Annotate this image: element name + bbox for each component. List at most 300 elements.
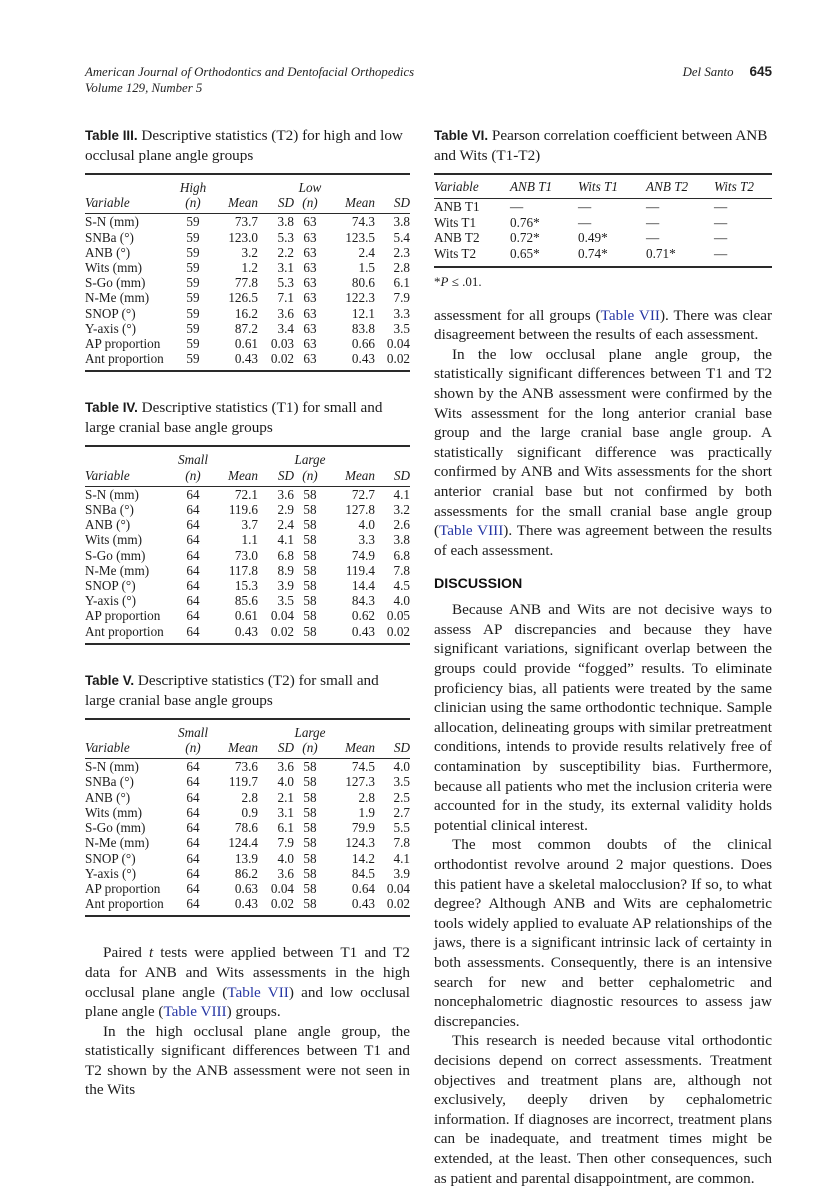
n-cell: 59 [186, 214, 200, 230]
n-cell: 58 [303, 593, 317, 609]
paragraph [434, 345, 772, 561]
n-cell: 59 [186, 244, 200, 260]
variable-cell: ANB (°) [85, 244, 131, 260]
correlation-cell: — [646, 214, 660, 230]
sd-cell: 3.8 [393, 214, 410, 230]
table-row [85, 759, 410, 775]
variable-cell: SNOP (°) [85, 578, 136, 594]
variable-cell: S-N (mm) [85, 486, 139, 502]
column-header: (n) [294, 195, 326, 214]
table-row [85, 321, 410, 336]
mean-cell: 3.2 [241, 244, 258, 260]
sd-cell: 6.8 [277, 547, 294, 563]
sd-cell: 7.8 [393, 562, 410, 578]
correlation-cell: — [646, 199, 660, 215]
sd-cell: 4.1 [277, 532, 294, 548]
mean-cell: 1.2 [241, 260, 258, 276]
mean-cell: 119.7 [228, 774, 258, 790]
n-cell: 58 [303, 532, 317, 548]
column-header: Mean [326, 195, 378, 214]
sd-cell: 3.5 [393, 320, 410, 336]
column-header: ANB T2 [636, 174, 704, 199]
mean-cell: 119.4 [345, 562, 375, 578]
sd-cell: 6.8 [393, 547, 410, 563]
mean-cell: 4.0 [358, 517, 375, 533]
correlation-cell: 0.65* [510, 245, 540, 261]
variable-cell: SNBa (°) [85, 774, 134, 790]
table-vi-section [434, 126, 772, 290]
text-run: assessment for all groups ( [434, 306, 601, 324]
sd-cell: 0.05 [386, 608, 410, 624]
n-cell: 64 [186, 774, 200, 790]
sd-cell: 4.5 [393, 578, 410, 594]
table-iv-caption-text: Descriptive statistics (T1) for small and large cranial base angle groups [85, 399, 383, 437]
variable-cell: ANB (°) [85, 517, 131, 533]
table-iv [85, 445, 410, 644]
left-body-text [85, 943, 410, 1100]
correlation-cell: — [510, 199, 524, 215]
correlation-cell: — [646, 230, 660, 246]
n-cell: 58 [303, 865, 317, 881]
column-header: Mean [209, 468, 261, 487]
sd-cell: 0.02 [270, 896, 294, 912]
mean-cell: 126.5 [228, 290, 258, 306]
mean-cell: 80.6 [351, 275, 375, 291]
table-row [85, 805, 410, 820]
table-row [85, 230, 410, 245]
table-row [434, 230, 772, 246]
n-cell: 58 [303, 562, 317, 578]
table-iv-label: Table IV. [85, 400, 138, 416]
table-row [85, 624, 410, 644]
mean-cell: 87.2 [234, 320, 258, 336]
table-row [434, 199, 772, 215]
n-cell: 58 [303, 608, 317, 624]
sd-cell: 0.04 [386, 336, 410, 352]
variable-cell: Wits (mm) [85, 532, 142, 548]
n-cell: 59 [186, 275, 200, 291]
variable-cell: SNOP (°) [85, 850, 136, 866]
table-row [85, 336, 410, 351]
table-row [434, 246, 772, 267]
discussion-heading: DISCUSSION [434, 576, 523, 593]
sd-cell: 0.04 [270, 880, 294, 896]
column-header: Mean [326, 740, 378, 759]
table-row [85, 851, 410, 866]
table-vi-header-row [434, 174, 772, 199]
n-cell: 63 [303, 229, 317, 245]
table-row [85, 214, 410, 230]
two-column-layout [85, 126, 772, 1188]
table-vi [434, 173, 772, 268]
table-iv-section [85, 398, 410, 644]
mean-cell: 16.2 [234, 305, 258, 321]
table-vi-caption [434, 126, 772, 166]
correlation-cell: — [714, 230, 728, 246]
table-row [85, 260, 410, 275]
n-cell: 63 [303, 275, 317, 291]
n-cell: 64 [186, 835, 200, 851]
group-label: Large [294, 452, 326, 468]
sd-cell: 5.3 [277, 229, 294, 245]
sd-cell: 3.8 [393, 532, 410, 548]
n-cell: 58 [303, 623, 317, 639]
n-cell: 58 [303, 759, 317, 775]
n-cell: 64 [186, 820, 200, 836]
variable-cell: AP proportion [85, 336, 161, 352]
correlation-cell: 0.74* [578, 245, 608, 261]
sd-cell: 0.04 [270, 608, 294, 624]
sd-cell: 3.6 [277, 759, 294, 775]
right-body-text [434, 306, 772, 1188]
table-iii-group-row [85, 174, 410, 195]
mean-cell: 0.63 [234, 880, 258, 896]
table-v-header-row [85, 740, 410, 759]
variable-cell: Ant proportion [85, 896, 164, 912]
sd-cell: 0.03 [270, 336, 294, 352]
variable-cell: ANB T2 [434, 230, 480, 246]
n-cell: 64 [186, 850, 200, 866]
mean-cell: 13.9 [234, 850, 258, 866]
table-row [85, 275, 410, 290]
sd-cell: 4.0 [277, 774, 294, 790]
n-cell: 58 [303, 835, 317, 851]
n-cell: 63 [303, 214, 317, 230]
correlation-cell: 0.49* [578, 230, 608, 246]
column-header: Variable [85, 468, 177, 487]
link-table-vii[interactable]: Table VII [600, 306, 660, 324]
table-row [85, 306, 410, 321]
mean-cell: 0.43 [234, 896, 258, 912]
mean-cell: 74.5 [351, 759, 375, 775]
n-cell: 64 [186, 880, 200, 896]
n-cell: 58 [303, 578, 317, 594]
column-header: Wits T2 [704, 174, 772, 199]
variable-cell: N-Me (mm) [85, 562, 150, 578]
sd-cell: 7.9 [393, 290, 410, 306]
n-cell: 64 [186, 532, 200, 548]
table-iii-caption-text: Descriptive statistics (T2) for high and low occlusal plane angle groups [85, 127, 403, 164]
n-cell: 64 [186, 759, 200, 775]
n-cell: 58 [303, 896, 317, 912]
mean-cell: 0.64 [351, 880, 375, 896]
column-header: SD [261, 468, 294, 487]
column-header: (n) [177, 195, 209, 214]
sd-cell: 5.4 [393, 229, 410, 245]
table-iii-section [85, 126, 410, 372]
n-cell: 63 [303, 244, 317, 260]
variable-cell: SNBa (°) [85, 502, 134, 518]
correlation-cell: — [714, 214, 728, 230]
mean-cell: 124.4 [228, 835, 258, 851]
variable-cell: AP proportion [85, 608, 161, 624]
text-run: tests were applied between T1 and T2 data for ANB and Wits assessments in the high occlusal plane angle ( [85, 944, 410, 1001]
mean-cell: 73.7 [234, 214, 258, 230]
paragraph: This research is needed because vital orthodontic decisions depend on correct assessments. Treatment objectives and treatment plans are, although not exclusively, deeply driven by cephalometric information. If diagnoses are incorrect, treatment plans can be inadequate, and treatment times might be extended, at the least. Then other consequences, such as patient and parental disappointment, are common. [434, 1032, 772, 1187]
text-run: ) and low occlusal plane angle ( [85, 983, 410, 1021]
sd-cell: 2.3 [393, 244, 410, 260]
mean-cell: 2.8 [241, 789, 258, 805]
mean-cell: 122.3 [345, 290, 375, 306]
group-label: High [179, 180, 207, 195]
sd-cell: 7.8 [393, 835, 410, 851]
correlation-cell: 0.76* [510, 214, 540, 230]
footnote-star: * [434, 273, 441, 289]
mean-cell: 73.0 [234, 547, 258, 563]
mean-cell: 0.43 [234, 623, 258, 639]
table-v-caption-text: Descriptive statistics (T2) for small and large cranial base angle groups [85, 671, 379, 709]
mean-cell: 78.6 [234, 820, 258, 836]
n-cell: 64 [186, 804, 200, 820]
sd-cell: 7.1 [277, 290, 294, 306]
mean-cell: 123.5 [345, 229, 375, 245]
sd-cell: 3.1 [277, 260, 294, 276]
n-cell: 64 [186, 896, 200, 912]
sd-cell: 2.1 [277, 789, 294, 805]
column-header: Variable [85, 740, 177, 759]
column-header: (n) [294, 468, 326, 487]
column-header: Mean [326, 468, 378, 487]
mean-cell: 83.8 [351, 320, 375, 336]
n-cell: 64 [186, 593, 200, 609]
column-header: Variable [85, 195, 177, 214]
sd-cell: 3.6 [277, 486, 294, 502]
sd-cell: 2.2 [277, 244, 294, 260]
table-row [85, 290, 410, 305]
table-vi-footnote [434, 274, 772, 290]
correlation-cell: — [578, 214, 592, 230]
group-label: Small [177, 724, 209, 740]
column-header: SD [378, 468, 410, 487]
mean-cell: 15.3 [234, 578, 258, 594]
variable-cell: Wits (mm) [85, 804, 142, 820]
paragraph: In the high occlusal plane angle group, the statistically significant differences between T1 and T2 shown by the ANB assessment were not seen in the Wits [85, 1022, 410, 1099]
table-iv-caption [85, 398, 410, 438]
sd-cell: 0.02 [386, 896, 410, 912]
mean-cell: 127.3 [345, 774, 375, 790]
n-cell: 59 [186, 336, 200, 352]
variable-cell: SNBa (°) [85, 229, 134, 245]
mean-cell: 127.8 [345, 502, 375, 518]
n-cell: 64 [186, 517, 200, 533]
mean-cell: 119.6 [228, 502, 258, 518]
link-table-vii[interactable]: Table VII [227, 983, 289, 1001]
table-row [85, 835, 410, 850]
variable-cell: SNOP (°) [85, 305, 136, 321]
sd-cell: 3.9 [393, 865, 410, 881]
mean-cell: 73.6 [234, 759, 258, 775]
sd-cell: 5.3 [277, 275, 294, 291]
mean-cell: 1.9 [358, 804, 375, 820]
variable-cell: Y-axis (°) [85, 865, 137, 881]
sd-cell: 8.9 [277, 562, 294, 578]
n-cell: 64 [186, 547, 200, 563]
mean-cell: 0.9 [241, 804, 258, 820]
sd-cell: 6.1 [277, 820, 294, 836]
n-cell: 64 [186, 608, 200, 624]
sd-cell: 3.5 [277, 593, 294, 609]
sd-cell: 3.1 [277, 804, 294, 820]
sd-cell: 2.7 [393, 804, 410, 820]
sd-cell: 7.9 [277, 835, 294, 851]
table-row [85, 593, 410, 608]
text-run: ). There was clear disagreement between the results of each assessment. [434, 306, 772, 344]
sd-cell: 3.9 [277, 578, 294, 594]
correlation-cell: 0.72* [510, 230, 540, 246]
table-row [85, 790, 410, 805]
mean-cell: 0.43 [351, 623, 375, 639]
mean-cell: 79.9 [351, 820, 375, 836]
variable-cell: S-Go (mm) [85, 275, 146, 291]
sd-cell: 3.5 [393, 774, 410, 790]
journal-title: American Journal of Orthodontics and Dentofacial Orthopedics [85, 65, 415, 79]
text-run: ) groups. [226, 1003, 281, 1021]
table-v-caption [85, 671, 410, 711]
table-row [85, 245, 410, 260]
mean-cell: 84.5 [351, 865, 375, 881]
n-cell: 64 [186, 578, 200, 594]
correlation-cell: — [714, 199, 728, 215]
mean-cell: 72.1 [234, 486, 258, 502]
mean-cell: 1.5 [358, 260, 375, 276]
text-run-italic: t [148, 944, 154, 962]
n-cell: 64 [186, 486, 200, 502]
table-iii [85, 173, 410, 372]
n-cell: 58 [303, 517, 317, 533]
text-run: Paired [103, 944, 149, 962]
column-header: Variable [434, 174, 500, 199]
text-run: ). There was agreement between the results of each assessment. [434, 522, 772, 559]
table-v-label: Table V. [85, 672, 135, 688]
column-header: (n) [177, 740, 209, 759]
mean-cell: 117.8 [228, 562, 258, 578]
mean-cell: 12.1 [351, 305, 375, 321]
correlation-cell: — [714, 245, 728, 261]
table-row [85, 774, 410, 789]
mean-cell: 3.7 [241, 517, 258, 533]
table-iv-header-row [85, 468, 410, 487]
mean-cell: 74.9 [351, 547, 375, 563]
sd-cell: 4.0 [277, 850, 294, 866]
variable-cell: S-N (mm) [85, 759, 139, 775]
sd-cell: 2.9 [277, 502, 294, 518]
sd-cell: 4.1 [393, 486, 410, 502]
variable-cell: Y-axis (°) [85, 593, 137, 609]
n-cell: 64 [186, 865, 200, 881]
journal-info [85, 64, 414, 96]
running-head [85, 64, 772, 96]
table-row [85, 486, 410, 502]
variable-cell: ANB T1 [434, 199, 480, 215]
mean-cell: 0.62 [351, 608, 375, 624]
mean-cell: 0.61 [234, 608, 258, 624]
table-v-group-row [85, 719, 410, 740]
table-iv-group-row [85, 446, 410, 467]
table-row [85, 881, 410, 896]
column-header: Mean [209, 195, 261, 214]
column-header: SD [378, 195, 410, 214]
n-cell: 58 [303, 850, 317, 866]
n-cell: 58 [303, 804, 317, 820]
n-cell: 58 [303, 486, 317, 502]
variable-cell: Y-axis (°) [85, 320, 137, 336]
sd-cell: 5.5 [393, 820, 410, 836]
n-cell: 59 [186, 290, 200, 306]
mean-cell: 124.3 [345, 835, 375, 851]
n-cell: 64 [186, 789, 200, 805]
link-table-viii[interactable]: Table VIII [163, 1003, 227, 1021]
mean-cell: 14.4 [351, 578, 375, 594]
journal-volume: Volume 129, Number 5 [85, 81, 203, 95]
variable-cell: ANB (°) [85, 789, 131, 805]
column-header: SD [261, 740, 294, 759]
table-row [85, 896, 410, 916]
variable-cell: S-N (mm) [85, 214, 139, 230]
right-column [434, 126, 772, 1188]
sd-cell: 0.02 [386, 623, 410, 639]
text-run: In the low occlusal plane angle group, the statistically significant differences between T1 and T2 shown by the ANB assessment were confirmed by the Wits assessment for the long anterior cranial base group and the large cranial base angle group. A statistically significant difference was practically confirmed by ANB and Wits assessments for the short anterior cranial base but not confirmed by both assessments for the small cranial base angle group ( [434, 345, 772, 540]
n-cell: 59 [186, 260, 200, 276]
mean-cell: 85.6 [234, 593, 258, 609]
variable-cell: Ant proportion [85, 351, 164, 367]
n-cell: 59 [186, 351, 200, 367]
author-page [683, 64, 772, 80]
n-cell: 59 [186, 305, 200, 321]
variable-cell: AP proportion [85, 880, 161, 896]
sd-cell: 3.2 [393, 502, 410, 518]
mean-cell: 84.3 [351, 593, 375, 609]
table-row [85, 351, 410, 371]
sd-cell: 0.04 [386, 880, 410, 896]
table-v [85, 718, 410, 917]
mean-cell: 2.8 [358, 789, 375, 805]
sd-cell: 6.1 [393, 275, 410, 291]
table-row [85, 578, 410, 593]
variable-cell: Wits (mm) [85, 260, 142, 276]
variable-cell: Wits T1 [434, 214, 477, 230]
table-row [85, 866, 410, 881]
mean-cell: 77.8 [234, 275, 258, 291]
sd-cell: 2.5 [393, 789, 410, 805]
mean-cell: 2.4 [358, 244, 375, 260]
column-header: SD [261, 195, 294, 214]
mean-cell: 86.2 [234, 865, 258, 881]
n-cell: 58 [303, 547, 317, 563]
n-cell: 63 [303, 305, 317, 321]
n-cell: 58 [303, 789, 317, 805]
sd-cell: 0.02 [270, 351, 294, 367]
sd-cell: 3.4 [277, 320, 294, 336]
sd-cell: 4.0 [393, 759, 410, 775]
group-label: Low [298, 180, 322, 195]
sd-cell: 4.0 [393, 593, 410, 609]
mean-cell: 74.3 [351, 214, 375, 230]
group-label: Large [294, 724, 326, 740]
sd-cell: 3.6 [277, 865, 294, 881]
paragraph [434, 306, 772, 345]
n-cell: 58 [303, 502, 317, 518]
variable-cell: Wits T2 [434, 245, 477, 261]
column-header: (n) [294, 740, 326, 759]
sd-cell: 4.1 [393, 850, 410, 866]
variable-cell: Ant proportion [85, 623, 164, 639]
link-table-viii[interactable]: Table VIII [439, 522, 504, 540]
sd-cell: 3.6 [277, 305, 294, 321]
sd-cell: 0.02 [270, 623, 294, 639]
n-cell: 59 [186, 229, 200, 245]
table-row [85, 548, 410, 563]
footnote-text: ≤ .01. [448, 273, 482, 289]
